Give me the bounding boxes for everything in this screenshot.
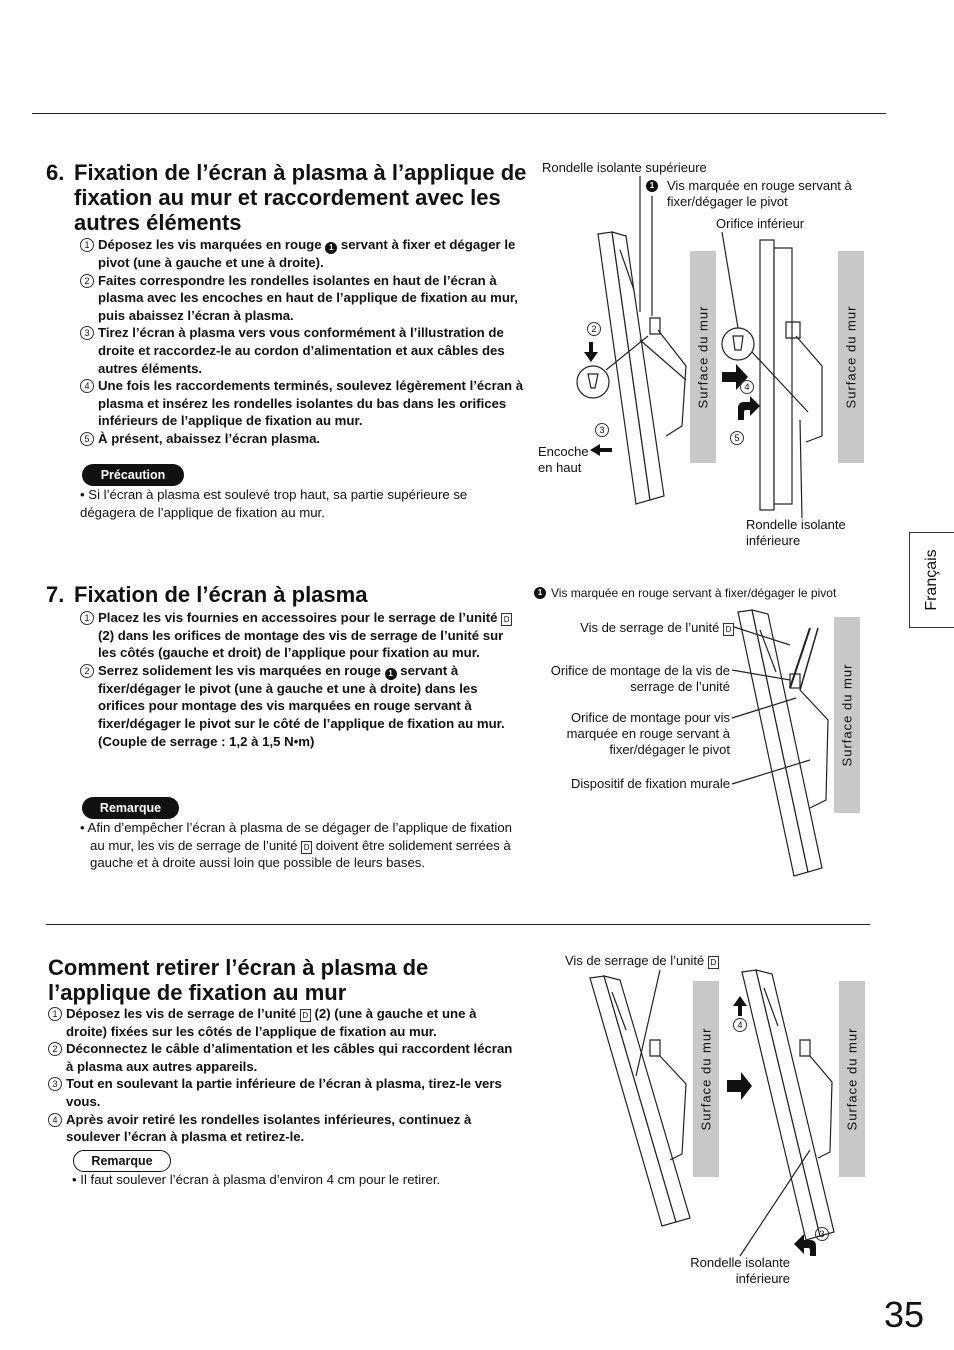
step-5-marker: 5 <box>730 431 744 445</box>
wall-label: Surface du mur <box>695 305 711 409</box>
note-badge: Remarque <box>73 1150 171 1172</box>
note-text-part: doivent être solidement serrées à gauche et à droite aussi loin que possible de leurs bases. <box>90 837 511 871</box>
step-4-marker: 4 <box>733 1018 747 1032</box>
lower-washer-label: Rondelle isolante inférieure <box>690 1255 790 1286</box>
upper-washer-label: Rondelle isolante supérieure <box>542 160 707 175</box>
step-number: 4 <box>80 379 94 393</box>
removal-section-title: Comment retirer l’écran à plasma de l’applique de fixation au mur <box>48 955 429 1005</box>
step-3-marker: 3 <box>595 423 609 437</box>
step-text: Une fois les raccordements terminés, soulevez légèrement l’écran à plasma et insérez les rondelles isolantes du bas dans les orifices inférieurs de l’applique de fixation au mur. <box>98 378 524 429</box>
step-text: servant à fixer/dégager le pivot (une à gauche et une à droite) dans les orifices pour montage des vis marquées en rouge servant à fixer/dégager le pivot sur le côté de l’applique de fixation au mur. <box>98 662 505 731</box>
red-screw-mark-icon: 1 <box>325 242 337 254</box>
unit-letter-icon: D <box>501 613 512 626</box>
red-screw-mark-icon: 1 <box>385 668 397 680</box>
language-tab-label: Français <box>923 549 940 611</box>
step-number: 5 <box>80 432 94 446</box>
step-text: Tout en soulevant la partie inférieure de l’écran à plasma, tirez-le vers vous. <box>66 1076 502 1109</box>
step-number: 2 <box>48 1042 62 1056</box>
step-4-marker: 4 <box>740 380 754 394</box>
red-screw-text: Vis marquée en rouge servant à fixer/dégager le pivot <box>667 178 852 209</box>
step-text: Tirez l’écran à plasma vers vous conformément à l’illustration de droite et raccordez-le au cordon d’alimentation et aux câbles des autres éléments. <box>98 325 505 376</box>
step-text: À présent, abaissez l’écran plasma. <box>98 430 321 446</box>
note-text-part: • Afin d’empêcher l’écran à plasma de se dégager de l’applique de fixation au mur, les vis de serrage de l’unité <box>80 820 513 853</box>
caution-badge: Précaution <box>82 464 184 486</box>
step-text: Déposez les vis de serrage de l’unité <box>66 1006 300 1021</box>
unit-screw-text: Vis de serrage de l’unité <box>580 620 723 635</box>
wall-label: Surface du mur <box>839 663 855 767</box>
notch-label: Encoche en haut <box>538 444 589 475</box>
step-number: 1 <box>80 611 94 625</box>
lower-hole-label: Orifice inférieur <box>716 216 805 231</box>
section-6-number: 6. <box>46 160 65 185</box>
step-2-marker: 2 <box>587 322 601 336</box>
note-badge: Remarque <box>82 797 179 819</box>
step-number: 4 <box>48 1113 62 1127</box>
step-text: (2) dans les orifices de montage des vis de serrage de l’unité sur les côtés (gauche et droit) de l’applique pour fixation au mur. <box>98 627 504 661</box>
unit-letter-icon: D <box>300 1009 311 1022</box>
step-number: 2 <box>80 664 94 678</box>
step-number: 3 <box>48 1077 62 1091</box>
lower-washer-label: Rondelle isolante inférieure <box>746 517 846 548</box>
step-text: servant à fixer et dégager le pivot (une à gauche et une à droite). <box>98 237 516 270</box>
step-text: Après avoir retiré les rondelles isolantes inférieures, continuez à soulever l’écran à plasma et retirez-le. <box>66 1111 472 1145</box>
step-3-marker: 3 <box>815 1227 829 1241</box>
wall-device-label: Dispositif de fixation murale <box>571 776 730 791</box>
red-screw-mark-icon: 1 <box>646 180 658 192</box>
step-text: Placez les vis fournies en accessoires pour le serrage de l’unité <box>98 610 502 625</box>
wall-label: Surface du mur <box>698 1027 714 1131</box>
step-text: Serrez solidement les vis marquées en rouge <box>98 662 385 678</box>
removal-note-text: • Il faut soulever l’écran à plasma d’environ 4 cm pour le retirer. <box>72 1172 441 1187</box>
wall-label: Surface du mur <box>844 1027 860 1131</box>
unit-letter-icon: D <box>723 623 734 636</box>
unit-letter-icon: D <box>301 841 312 854</box>
step-number: 1 <box>80 238 94 252</box>
step-text: Déposez les vis marquées en rouge <box>98 237 326 252</box>
step-text: Faites correspondre les rondelles isolantes en haut de l’écran à plasma avec les encoches en haut de l’applique de fixation au mur, puis abaissez l’écran à plasma. <box>98 272 518 323</box>
unit-letter-icon: D <box>708 956 719 969</box>
wall-label: Surface du mur <box>843 305 859 409</box>
step-text: Déconnectez le câble d’alimentation et les câbles qui raccordent lécran à plasma aux autres appareils. <box>66 1041 513 1074</box>
page-number: 35 <box>884 1294 925 1335</box>
step-number: 2 <box>80 274 94 288</box>
red-screw-mark-icon: 1 <box>534 587 546 599</box>
step-number: 3 <box>80 326 94 340</box>
torque-text: (Couple de serrage : 1,2 à 1,5 N•m) <box>98 733 315 749</box>
section-7-title-text: Fixation de l’écran à plasma <box>74 582 368 607</box>
unit-hole-label: Orifice de montage de la vis de serrage de l’unité <box>550 663 730 694</box>
red-hole-label: Orifice de montage pour vis marquée en rouge servant à fixer/dégager le pivot <box>566 710 730 757</box>
step-text: (2) (une à gauche et une à droite) fixées sur les côtés de l’applique de fixation au mur. <box>66 1006 477 1039</box>
caution-text: • Si l’écran à plasma est soulevé trop haut, sa partie supérieure se dégagera de l’applique de fixation au mur. <box>80 487 468 520</box>
section-7-number: 7. <box>46 582 65 607</box>
section-6-title-text: Fixation de l’écran à plasma à l’applique de fixation au mur et raccordement avec les autres éléments <box>74 160 527 235</box>
step-number: 1 <box>48 1007 62 1021</box>
red-screw-text: Vis marquée en rouge servant à fixer/dégager le pivot <box>551 586 837 600</box>
unit-screw-text: Vis de serrage de l’unité <box>565 953 708 968</box>
